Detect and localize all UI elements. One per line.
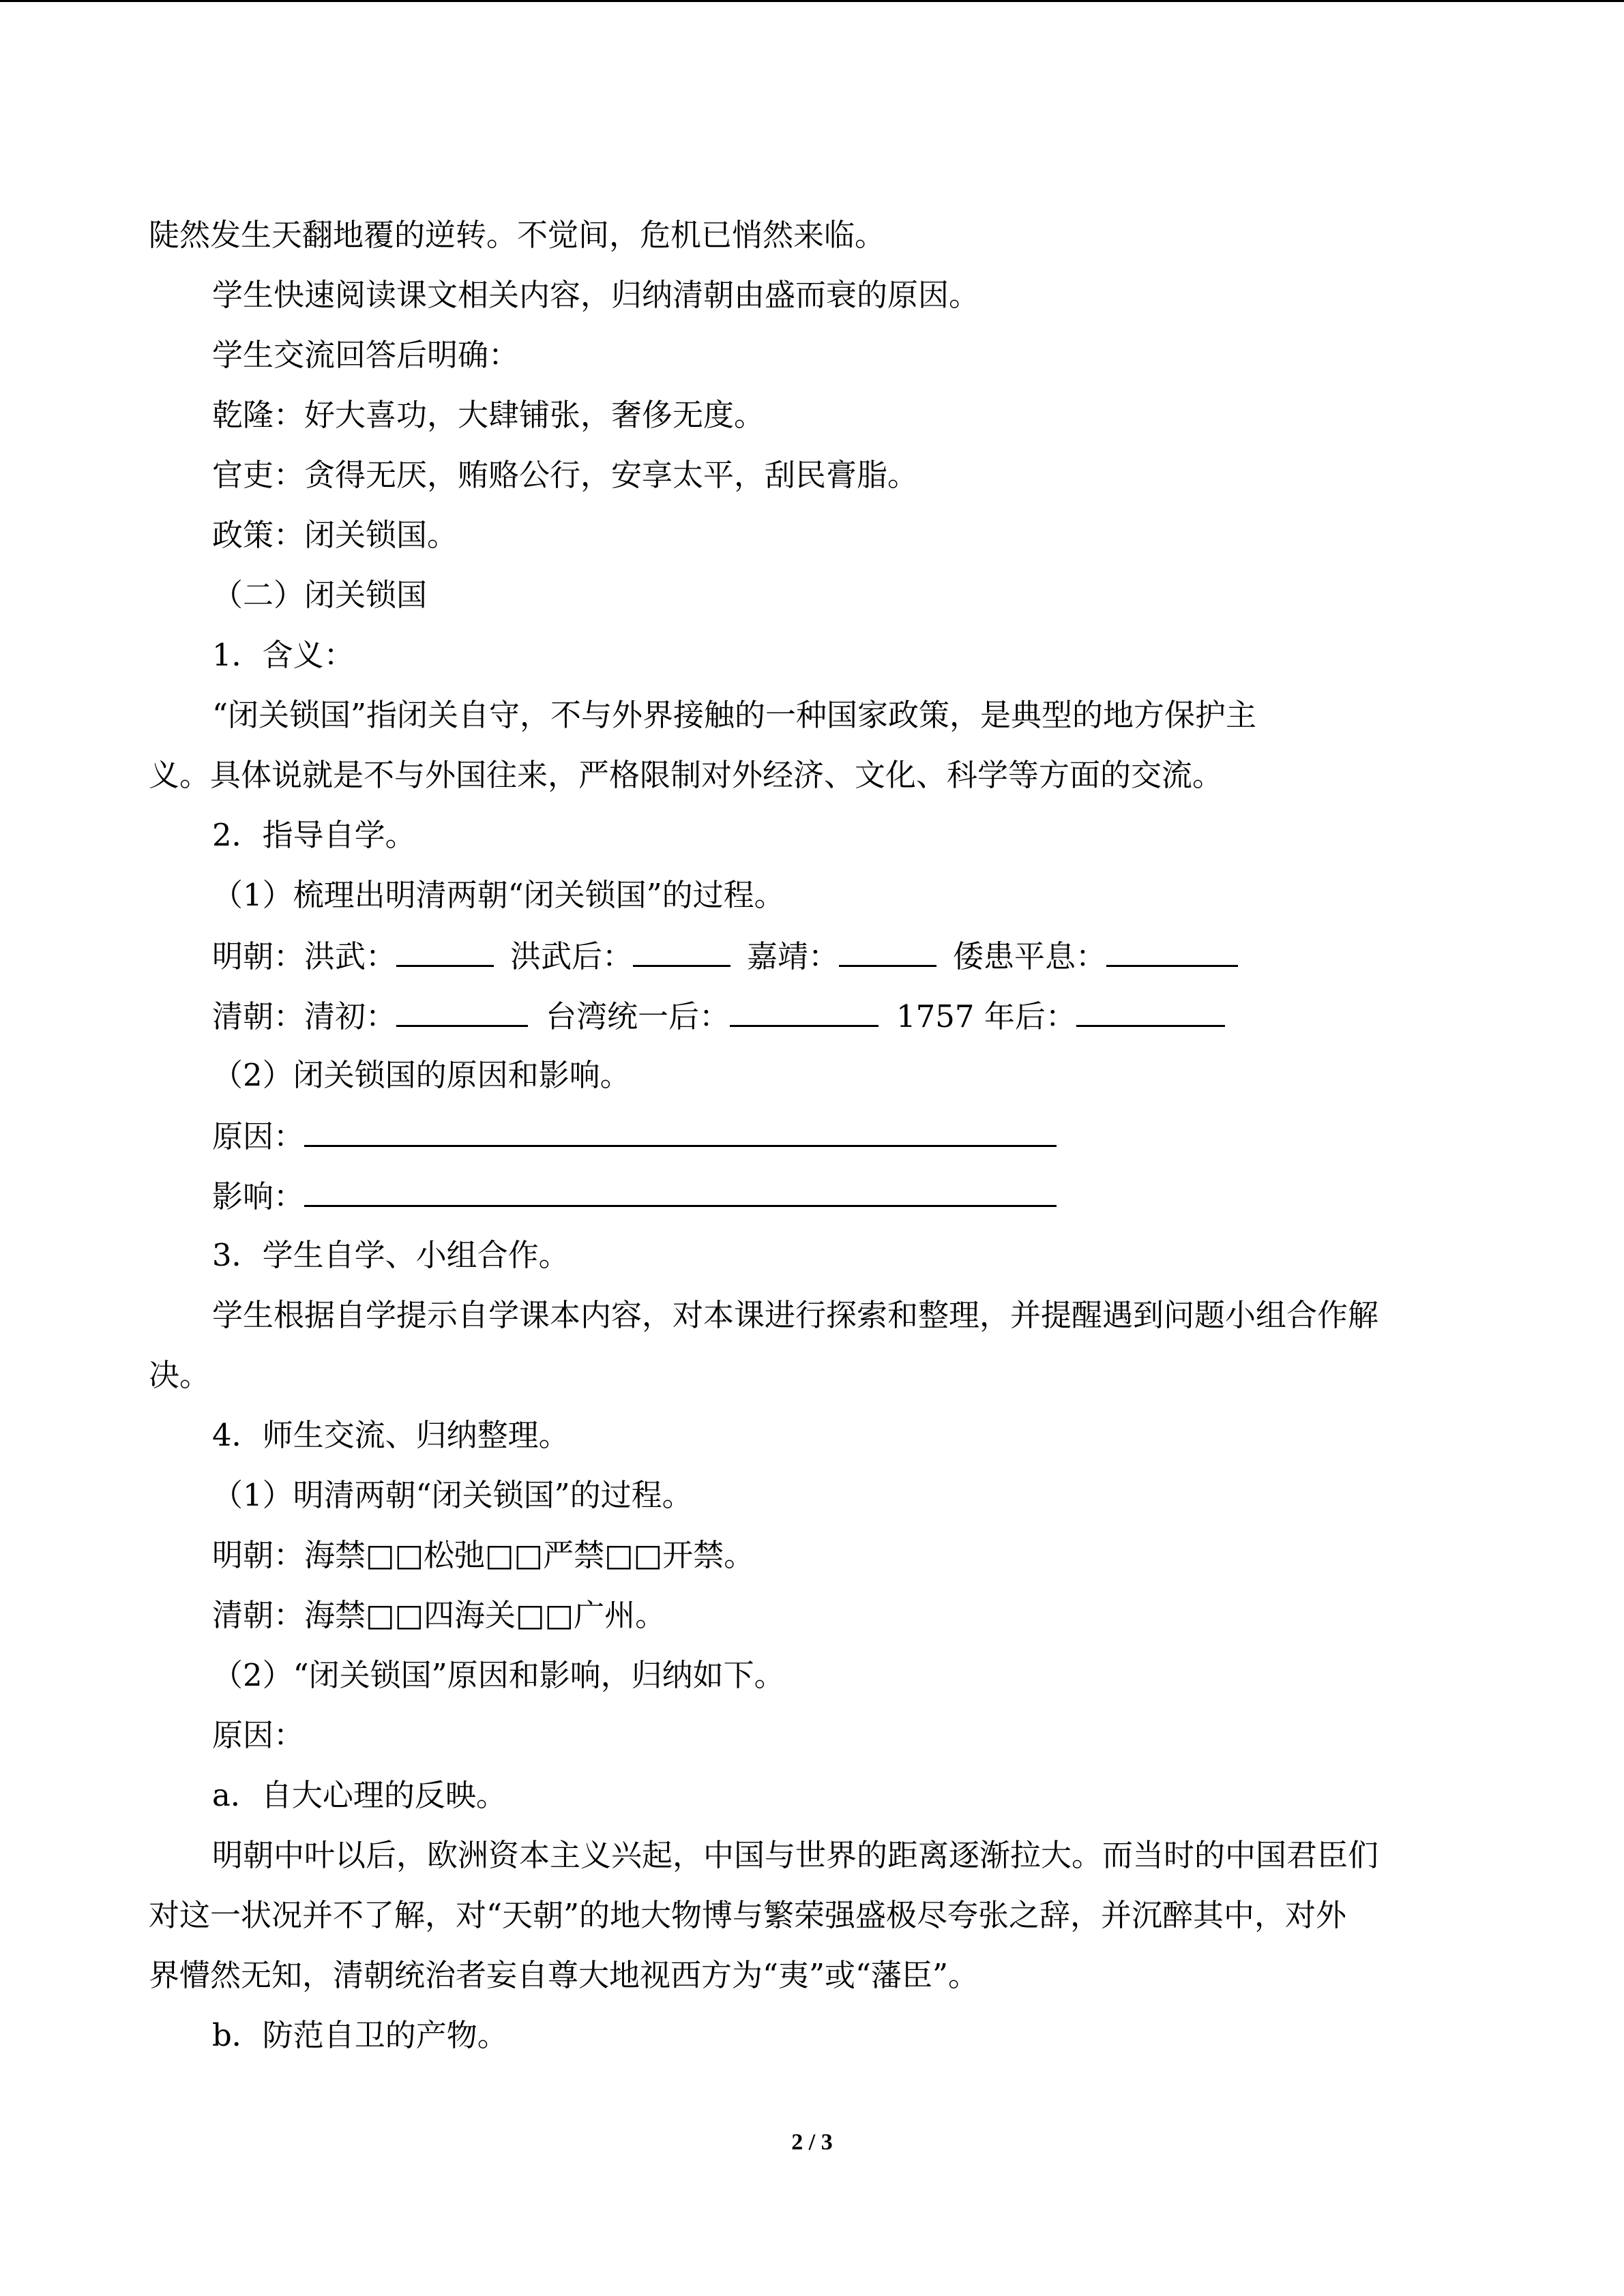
text-line: b．防范自卫的产物。 <box>212 2017 508 2053</box>
answer-blank[interactable] <box>1106 935 1238 967</box>
answer-blank[interactable] <box>396 935 494 967</box>
text-line: 政策：闭关锁国。 <box>212 517 458 553</box>
text-line: （2）闭关锁国的原因和影响。 <box>212 1057 631 1093</box>
text-line: 学生快速阅读课文相关内容，归纳清朝由盛而衰的原因。 <box>212 277 980 313</box>
text-line: 官吏：贪得无厌，贿赂公行，安享太平，刮民膏脂。 <box>212 457 919 493</box>
text-line: a．自大心理的反映。 <box>212 1777 507 1813</box>
answer-blank[interactable] <box>730 995 879 1027</box>
ming-fill-in-line <box>212 935 1238 976</box>
text-line: “闭关锁国”指闭关自守，不与外界接触的一种国家政策，是典型的地方保护主 <box>212 697 1257 733</box>
fill-in-label: 嘉靖： <box>747 938 840 974</box>
text-line: 陡然发生天翻地覆的逆转。不觉间，危机已悄然来临。 <box>149 217 886 253</box>
subheading: 3．学生自学、小组合作。 <box>212 1237 570 1273</box>
subheading: 4．师生交流、归纳整理。 <box>212 1417 570 1453</box>
text-line: 原因： <box>212 1717 305 1753</box>
cause-fill-in-line <box>212 1115 1057 1156</box>
subheading: 1．含义： <box>212 637 355 673</box>
answer-blank[interactable] <box>304 1175 1057 1207</box>
answer-blank[interactable] <box>396 995 528 1027</box>
qing-fill-in-line <box>212 995 1225 1036</box>
page-number: 2 / 3 <box>791 2130 833 2155</box>
answer-blank[interactable] <box>1076 995 1225 1027</box>
fill-in-label: 明朝：洪武： <box>212 938 397 974</box>
answer-blank[interactable] <box>633 935 730 967</box>
answer-blank[interactable] <box>304 1115 1057 1147</box>
text-line: 学生根据自学提示自学课本内容，对本课进行探索和整理，并提醒遇到问题小组合作解 <box>212 1297 1379 1333</box>
text-line: 清朝：海禁□□四海关□□广州。 <box>212 1597 666 1633</box>
answer-blank[interactable] <box>839 935 936 967</box>
text-line: （1）明清两朝“闭关锁国”的过程。 <box>212 1477 693 1513</box>
subheading: 2．指导自学。 <box>212 817 416 853</box>
text-line: 明朝：海禁□□松弛□□严禁□□开禁。 <box>212 1537 755 1573</box>
text-line: 决。 <box>149 1357 211 1393</box>
effect-fill-in-line <box>212 1175 1057 1216</box>
text-line: 对这一状况并不了解，对“天朝”的地大物博与繁荣强盛极尽夸张之辞，并沉醉其中，对外 <box>149 1897 1347 1933</box>
fill-in-label: 原因： <box>212 1118 305 1154</box>
section-heading: （二）闭关锁国 <box>212 577 428 613</box>
fill-in-label: 倭患平息： <box>953 938 1107 974</box>
text-line: 界懵然无知，清朝统治者妄自尊大地视西方为“夷”或“藩臣”。 <box>149 1957 979 1993</box>
text-line: 义。具体说就是不与外国往来，严格限制对外经济、文化、科学等方面的交流。 <box>149 757 1224 793</box>
text-line: 学生交流回答后明确： <box>212 337 520 373</box>
text-line: （2）“闭关锁国”原因和影响，归纳如下。 <box>212 1657 785 1693</box>
fill-in-label: 洪武后： <box>510 938 634 974</box>
text-line: 明朝中叶以后，欧洲资本主义兴起，中国与世界的距离逐渐拉大。而当时的中国君臣们 <box>212 1837 1379 1873</box>
fill-in-label: 台湾统一后： <box>546 998 730 1034</box>
text-line: 乾隆：好大喜功，大肆铺张，奢侈无度。 <box>212 397 765 433</box>
text-line: （1）梳理出明清两朝“闭关锁国”的过程。 <box>212 877 785 913</box>
fill-in-label: 清朝：清初： <box>212 998 397 1034</box>
fill-in-label: 1757 年后： <box>896 998 1076 1034</box>
fill-in-label: 影响： <box>212 1178 305 1214</box>
